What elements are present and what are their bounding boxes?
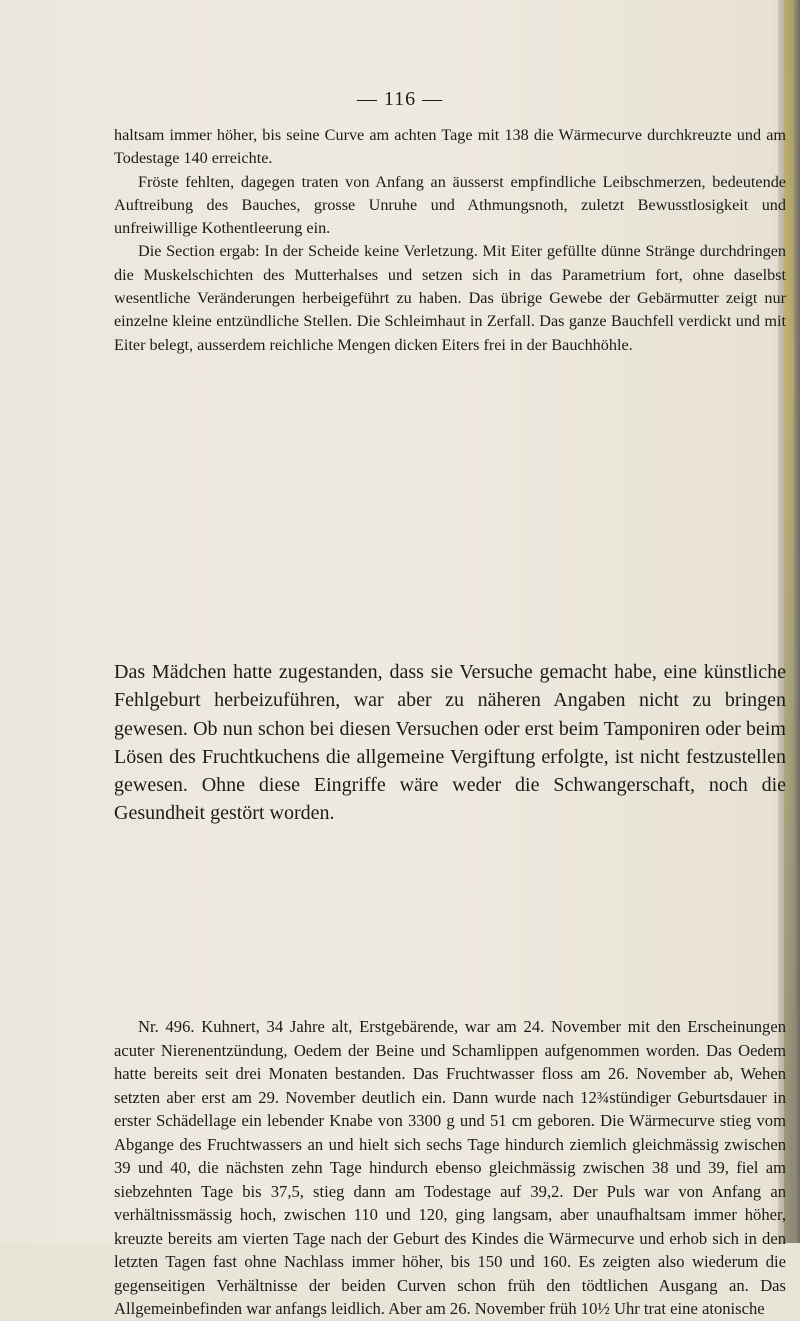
case-section — [114, 1015, 786, 1321]
paragraph-case-496: Nr. 496. Kuhnert, 34 Jahre alt, Erstgebärende, war am 24. November mit den Erscheinungen acuter Nierenentzündung, Oedem der Beine und Schamlippen aufgenommen worden. Das Oedem hatte bereits seit drei Monaten bestanden. Das Fruchtwasser floss am 26. November ab, Wehen setzten aber erst am 29. November deutlich ein. Dann wurde nach 12¾stündiger Geburtsdauer in erster Schädellage ein lebender Knabe von 3300 g und 51 cm geboren. Die Wärmecurve stieg vom Abgange des Fruchtwassers an und hielt sich sechs Tage hindurch ziemlich gleichmässig zwischen 39 und 40, die nächsten zehn Tage hindurch ebenso gleichmässig zwischen 38 und 39, fiel am siebzehnten Tage bis 37,5, stieg dann am Todestage auf 39,2. Der Puls war von Anfang an verhältnissmässig hoch, zwischen 110 und 120, ging langsam, aber unaufhaltsam immer höher, kreuzte bereits am vierten Tage nach der Geburt des Kindes die Wärmecurve und erhob sich in den letzten Tagen fast ohne Nachlass immer höher, bis 150 und 160. Es zeigten also wiederum die gegenseitigen Verhältnisse der beiden Curven schon früh den tödtlichen Ausgang an. Das Allgemeinbefinden war anfangs leidlich. Aber am 26. November früh 10½ Uhr trat eine atonische — [114, 1017, 786, 1318]
small-text-section — [114, 124, 786, 357]
paragraph-continuation: haltsam immer höher, bis seine Curve am achten Tage mit 138 die Wärmecurve durchkreuzte und am Todestage 140 erreichte. — [114, 126, 786, 168]
paragraph-symptoms: Fröste fehlten, dagegen traten von Anfang an äusserst empfindliche Leibschmerzen, bedeutende Auftreibung des Bauches, grosse Unruhe und Athmungsnoth, zuletzt Bewusstlosigkeit und unfreiwillige Kothentleerung ein. — [114, 172, 786, 238]
paragraph-section-findings: Die Section ergab: In der Scheide keine Verletzung. Mit Eiter gefüllte dünne Stränge durchdringen die Muskelschichten des Mutterhalses und setzen sich in das Parametrium fort, ohne daselbst wesentliche Veränderungen herbeigeführt zu haben. Das übrige Gewebe der Gebärmutter zeigt nur einzelne kleine entzündliche Stellen. Die Schleimhaut in Zerfall. Das ganze Bauchfell verdickt und mit Eiter belegt, ausserdem reichliche Mengen dicken Eiters frei in der Bauchhöhle. — [114, 242, 786, 354]
paragraph-large: Das Mädchen hatte zugestanden, dass sie Versuche gemacht habe, eine künstliche Fehlgeburt herbeizuführen, war aber zu näheren Angaben nicht zu bringen gewesen. Ob nun schon bei diesen Versuchen oder erst beim Tamponiren oder beim Lösen des Fruchtkuchens die allgemeine Vergiftung erfolgte, ist nicht festzustellen gewesen. Ohne diese Eingriffe wäre weder die Schwangerschaft, noch die Gesundheit gestört worden. — [114, 661, 786, 825]
large-text-section — [114, 658, 786, 828]
page-number: — 116 — — [356, 88, 444, 110]
